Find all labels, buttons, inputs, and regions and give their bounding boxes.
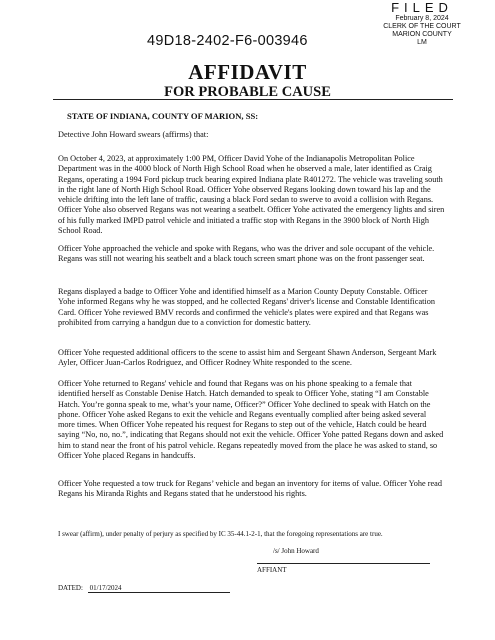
body-paragraph-5: Officer Yohe returned to Regans' vehicle and found that Regans was on his phone speaking to a female that identified herself as Constable Denise Hatch. Hatch demanded to speak to Officer Yohe, stating “I am Constable Hatch. You’re gonna speak to me, what’s your name, Officer?” Officer Yohe declined to speak with Hatch on the phone. Officer Yohe asked Regans to exit the vehicle and Regans eventually complied after being asked several more times. When Officer Yohe repeated his request for Regans to step out of the vehicle, Hatch could be heard saying “No, no, no.”, indicating that Regans should not exit the vehicle. Officer Yohe patted Regans down and asked him to stand near the front of his patrol vehicle. Regans repeatedly moved from the place he was asked to stand, so Officer Yohe placed Regans in handcuffs. xyxy=(58,379,444,460)
oath-statement: I swear (affirm), under penalty of perjury as specified by IC 35-44.1-2-1, that the foregoing representations are true. xyxy=(58,530,383,538)
title-divider xyxy=(53,99,453,100)
venue-heading: STATE OF INDIANA, COUNTY OF MARION, SS: xyxy=(67,111,259,121)
case-number: 49D18-2402-F6-003946 xyxy=(147,33,308,49)
dated-row xyxy=(58,584,230,593)
document-subtitle: FOR PROBABLE CAUSE xyxy=(164,84,331,100)
affiant-label: AFFIANT xyxy=(257,566,287,574)
body-paragraph-2: Officer Yohe approached the vehicle and spoke with Regans, who was the driver and sole occupant of the vehicle. Regans was still not wearing his seatbelt and a black touch screen smart phone was on the front passenger seat. xyxy=(58,244,435,264)
body-paragraph-3: Regans displayed a badge to Officer Yohe and identified himself as a Marion County Deputy Constable. Officer Yohe informed Regans why he was stopped, and he collected Regans' driver's license and Constable Identification Card. Officer Yohe reviewed BMV records and confirmed the vehicle's plates were expired and that Regans was prohibited from carrying a handgun due to a conviction for domestic battery. xyxy=(58,287,435,327)
stamp-clerk: CLERK OF THE COURT xyxy=(383,23,461,30)
stamp-date: February 8, 2024 xyxy=(395,15,449,22)
body-paragraph-4: Officer Yohe requested additional officers to the scene to assist him and Sergeant Shawn Anderson, Sergeant Mark Ayler, Officer Juan-Carlos Rodriguez, and Officer Rodney White responded to the scene. xyxy=(58,348,437,368)
dated-label: DATED: xyxy=(58,584,83,592)
affiant-signature: /s/ John Howard xyxy=(273,547,319,555)
stamp-title: FILED xyxy=(391,0,453,15)
stamp-county: MARION COUNTY xyxy=(392,31,452,38)
dated-value: 01/17/2024 xyxy=(88,584,230,593)
stamp-initials: LM xyxy=(417,39,427,46)
document-title: AFFIDAVIT xyxy=(188,60,307,84)
signature-line xyxy=(257,563,430,564)
filed-stamp xyxy=(367,0,477,47)
intro-paragraph: Detective John Howard swears (affirms) that: xyxy=(58,130,209,139)
body-paragraph-1: On October 4, 2023, at approximately 1:00 PM, Officer David Yohe of the Indianapolis Metropolitan Police Department was in the 4000 block of North High School Road when he observed a male, later identified as Craig Regans, operating a 1994 Ford pickup truck bearing expired Indiana plate R401272. The vehicle was traveling south in the right lane of North High School Road. Officer Yohe observed Regans looking down toward his lap and the vehicle drifting into the left lane of traffic, causing a black Ford sedan to swerve to avoid a collision with Regans. Officer Yohe also observed Regans was not wearing a seatbelt. Officer Yohe activated the emergency lights and siren of his fully marked IMPD patrol vehicle and initiated a traffic stop with Regans in the 3900 block of North High School Road. xyxy=(58,154,445,235)
body-paragraph-6: Officer Yohe requested a tow truck for Regans’ vehicle and began an inventory for items of value. Officer Yohe read Regans his Miranda Rights and Regans stated that he understood his rights. xyxy=(58,479,442,499)
